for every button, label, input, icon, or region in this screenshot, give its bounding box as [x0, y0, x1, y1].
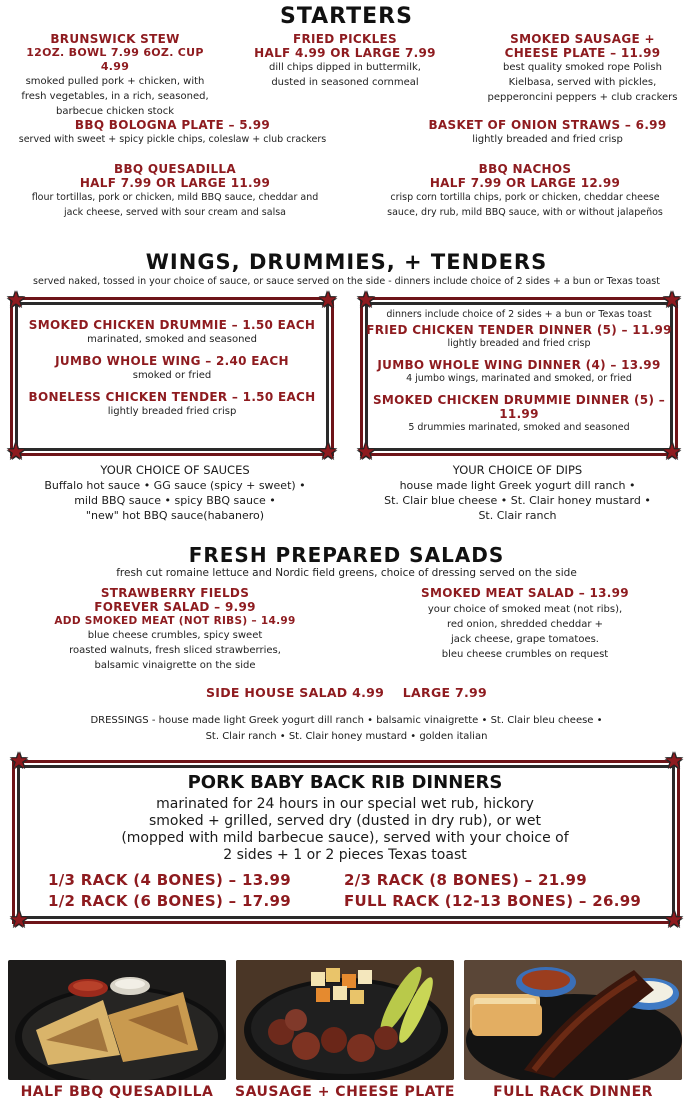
item-desc: best quality smoked rope Polish: [503, 62, 662, 73]
item-name: STRAWBERRY FIELDS: [100, 586, 250, 600]
wings-right-list: [364, 308, 674, 434]
item-desc: crisp corn tortilla chips, pork or chicken, cheddar cheese: [390, 192, 660, 203]
ribs-desc-line: (mopped with mild barbecue sauce), served with your choice of: [121, 830, 569, 846]
rack-half-price: 1/2 RACK (6 BONES) – 17.99: [48, 892, 291, 910]
dips-line: house made light Greek yogurt dill ranch •: [399, 479, 636, 492]
smoked-meat-salad-item: [390, 586, 660, 662]
item-desc: smoked pulled pork + chicken, with: [25, 76, 205, 87]
dips-list: [360, 462, 675, 523]
strawberry-salad-item: [40, 586, 310, 673]
dinners-note: dinners include choice of 2 sides + a bun or Texas toast: [386, 309, 652, 320]
full-rack-photo-image: [464, 960, 682, 1080]
star-icon: ★: [662, 440, 682, 465]
quesadilla-photo: [8, 960, 226, 1080]
item-name: BBQ BOLOGNA PLATE – 5.99: [74, 118, 271, 132]
item-desc: 4 jumbo wings, marinated and smoked, or fried: [406, 373, 632, 384]
item-name: SMOKED CHICKEN DRUMMIE DINNER (5) – 11.99: [372, 393, 666, 421]
sausage-cheese-photo: [236, 960, 454, 1080]
item-name: BBQ NACHOS: [478, 162, 572, 176]
star-icon: ★: [6, 288, 26, 313]
item-desc: dusted in seasoned cornmeal: [271, 77, 419, 88]
wings-subtitle: served naked, tossed in your choice of sauce, or sauce served on the side - dinners include choice of 2 sides + a bun or Texas toast: [33, 276, 660, 287]
star-icon: ★: [356, 288, 376, 313]
item-desc: fresh vegetables, in a rich, seasoned,: [21, 91, 209, 102]
item-name: JUMBO WHOLE WING – 2.40 EACH: [55, 354, 289, 368]
item-desc: barbecue chicken stock: [55, 106, 174, 117]
item-desc: roasted walnuts, fresh sliced strawberries,: [69, 645, 281, 656]
item-addon: ADD SMOKED MEAT (NOT RIBS) – 14.99: [54, 615, 296, 627]
star-icon: ★: [9, 749, 29, 774]
onion-straws-item: [405, 118, 690, 147]
item-desc: 5 drummies marinated, smoked and seasoned: [408, 422, 630, 433]
quesadilla-photo-image: [8, 960, 226, 1080]
rack-full-price: FULL RACK (12-13 BONES) – 26.99: [344, 892, 642, 910]
item-desc: red onion, shredded cheddar +: [446, 619, 604, 630]
star-icon: ★: [664, 749, 684, 774]
star-icon: ★: [664, 908, 684, 933]
rack-two-thirds-price: 2/3 RACK (8 BONES) – 21.99: [344, 871, 587, 889]
item-name: SMOKED MEAT SALAD – 13.99: [421, 586, 629, 600]
sauces-line: Buffalo hot sauce • GG sauce (spicy + sweet) •: [44, 479, 306, 492]
item-desc: marinated, smoked and seasoned: [87, 334, 257, 345]
starters-title: STARTERS: [280, 4, 413, 29]
star-icon: ★: [356, 440, 376, 465]
item-price: 12OZ. BOWL 7.99 6OZ. CUP 4.99: [26, 46, 204, 73]
item-desc: served with sweet + spicy pickle chips, coleslaw + club crackers: [18, 134, 327, 145]
item-price: HALF 7.99 OR LARGE 12.99: [429, 176, 621, 190]
star-icon: ★: [662, 288, 682, 313]
caption-quesadilla: HALF BBQ QUESADILLA: [20, 1084, 214, 1100]
full-rack-photo: [464, 960, 682, 1080]
ribs-desc-line: smoked + grilled, served dry (dusted in dry rub), or wet: [149, 813, 541, 829]
item-name: JUMBO WHOLE WING DINNER (4) – 13.99: [377, 358, 661, 372]
dressings-list: [0, 713, 693, 745]
item-desc: sauce, dry rub, mild BBQ sauce, with or without jalapeños: [387, 207, 663, 218]
ribs-description: [20, 796, 670, 864]
sauces-line: mild BBQ sauce • spicy BBQ sauce •: [74, 494, 276, 507]
fried-pickles-item: [240, 32, 450, 90]
item-desc: flour tortillas, pork or chicken, mild BBQ sauce, cheddar and: [31, 192, 319, 203]
item-name: SMOKED SAUSAGE +: [510, 32, 655, 46]
bbq-nachos-item: [360, 162, 690, 220]
item-desc: smoked or fried: [132, 370, 212, 381]
item-name: SMOKED CHICKEN DRUMMIE – 1.50 EACH: [28, 318, 316, 332]
sauces-title: YOUR CHOICE OF SAUCES: [100, 463, 250, 477]
star-icon: ★: [318, 288, 338, 313]
dressings-line: DRESSINGS - house made light Greek yogurt dill ranch • balsamic vinaigrette • St. Clair bleu cheese •: [90, 715, 603, 726]
item-desc: Kielbasa, served with pickles,: [508, 77, 657, 88]
item-desc: your choice of smoked meat (not ribs),: [427, 604, 623, 615]
star-icon: ★: [6, 440, 26, 465]
salads-title: FRESH PREPARED SALADS: [188, 543, 505, 567]
item-desc: jack cheese, grape tomatoes.: [451, 634, 599, 645]
dips-line: St. Clair blue cheese • St. Clair honey mustard •: [384, 494, 651, 507]
star-icon: ★: [9, 908, 29, 933]
caption-full-rack: FULL RACK DINNER: [493, 1084, 653, 1100]
item-desc: lightly breaded fried crisp: [107, 406, 237, 417]
item-name: FRIED PICKLES: [293, 32, 397, 46]
item-price: FOREVER SALAD – 9.99: [94, 600, 256, 614]
rack-third-price: 1/3 RACK (4 BONES) – 13.99: [48, 871, 291, 889]
item-desc: pepperoncini peppers + club crackers: [487, 92, 678, 103]
item-name: BASKET OF ONION STRAWS – 6.99: [428, 118, 667, 132]
brunswick-stew-item: [10, 32, 220, 119]
ribs-desc-line: 2 sides + 1 or 2 pieces Texas toast: [223, 847, 467, 863]
item-desc: bleu cheese crumbles on request: [441, 649, 609, 660]
item-name: BRUNSWICK STEW: [50, 32, 180, 46]
item-desc: lightly breaded and fried crisp: [447, 338, 591, 349]
bbq-bologna-plate-item: [0, 118, 345, 147]
ribs-title: PORK BABY BACK RIB DINNERS: [187, 772, 503, 793]
sauces-list: [15, 462, 335, 523]
wings-title: WINGS, DRUMMIES, + TENDERS: [145, 250, 548, 274]
item-price: HALF 4.99 OR LARGE 7.99: [254, 46, 436, 60]
salads-subtitle: fresh cut romaine lettuce and Nordic field greens, choice of dressing served on the side: [116, 567, 577, 579]
item-desc: blue cheese crumbles, spicy sweet: [87, 630, 263, 641]
item-name: CHEESE PLATE – 11.99: [504, 46, 661, 60]
side-house-salad: SIDE HOUSE SALAD 4.99 LARGE 7.99: [205, 685, 488, 700]
sauces-line: "new" hot BBQ sauce(habanero): [85, 509, 265, 522]
bbq-quesadilla-item: [5, 162, 345, 220]
ribs-desc-line: marinated for 24 hours in our special wet rub, hickory: [156, 796, 534, 812]
star-icon: ★: [318, 440, 338, 465]
item-desc: balsamic vinaigrette on the side: [94, 660, 256, 671]
item-name: FRIED CHICKEN TENDER DINNER (5) – 11.99: [366, 323, 672, 337]
item-desc: lightly breaded and fried crisp: [472, 134, 623, 145]
item-desc: dill chips dipped in buttermilk,: [269, 62, 421, 73]
item-desc: jack cheese, served with sour cream and salsa: [63, 207, 286, 218]
dips-line: St. Clair ranch: [478, 509, 557, 522]
item-name: BBQ QUESADILLA: [114, 162, 236, 176]
item-name: BONELESS CHICKEN TENDER – 1.50 EACH: [28, 390, 316, 404]
dips-title: YOUR CHOICE OF DIPS: [452, 463, 583, 477]
sausage-cheese-plate-item: [475, 32, 690, 105]
wings-left-list: [16, 318, 328, 419]
item-price: HALF 7.99 OR LARGE 11.99: [79, 176, 271, 190]
caption-sausage-cheese: SAUSAGE + CHEESE PLATE: [235, 1084, 455, 1100]
dressings-line: St. Clair ranch • St. Clair honey mustard • golden italian: [205, 731, 488, 742]
sausage-cheese-photo-image: [236, 960, 454, 1080]
